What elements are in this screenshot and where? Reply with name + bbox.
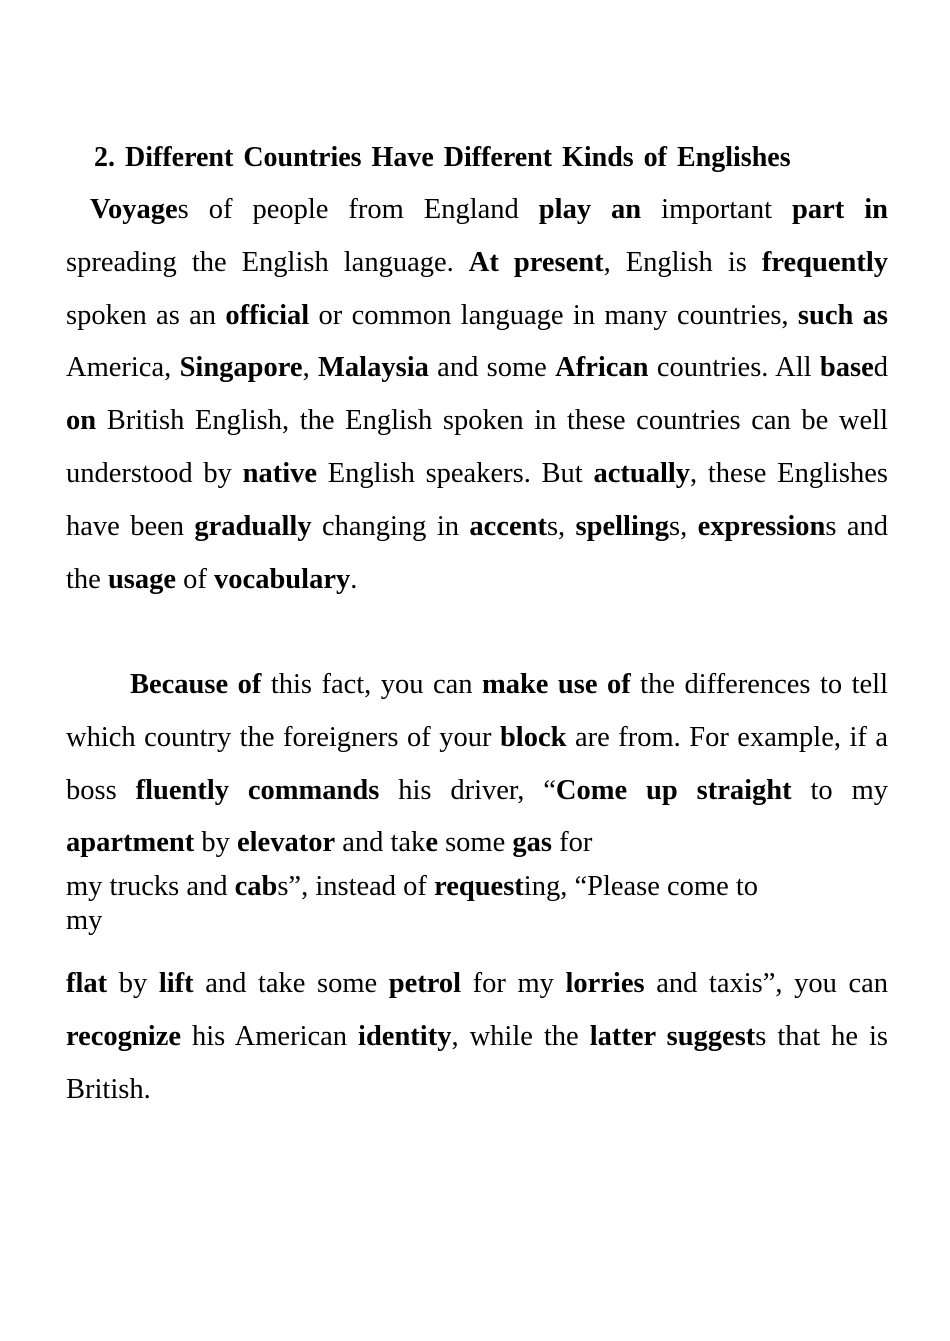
bold-term: apartment [66, 827, 195, 859]
bold-term: accent [469, 510, 547, 542]
text-run: of [176, 563, 215, 595]
bold-term: on [66, 405, 97, 437]
bold-term: Come up straight [555, 774, 792, 806]
text-run: important [641, 194, 792, 225]
text-run: . [350, 563, 358, 595]
paragraph-3 [66, 958, 888, 1116]
text-run: his American [181, 1020, 359, 1052]
bold-term: request [434, 871, 524, 902]
text-run: English speakers. But [317, 457, 594, 489]
bold-term: Singapore [179, 352, 303, 384]
bold-term: Malaysia [318, 352, 429, 384]
bold-term: such as [797, 299, 888, 331]
bold-term: e [425, 827, 438, 859]
bold-term: cab [234, 871, 278, 902]
text-run: , these Englishes have been [66, 457, 888, 542]
bold-term: elevator [236, 827, 336, 859]
text-run: and take some [193, 968, 389, 999]
text-run: some [437, 827, 513, 859]
bold-term: native [242, 457, 318, 489]
bold-term: official [225, 299, 310, 331]
bold-term: play an [538, 194, 642, 225]
text-run: my trucks and [66, 871, 235, 902]
bold-term: actually [593, 457, 691, 489]
text-run: and taxis”, you can [644, 968, 888, 999]
bold-term: At present [468, 246, 604, 278]
text-run: to my [791, 774, 888, 806]
text-run: spreading the English language. [66, 246, 469, 278]
text-run: by [194, 827, 237, 859]
text-run: by [107, 968, 159, 999]
text-run: and tak [335, 827, 426, 859]
bold-term: gas [512, 827, 552, 859]
bold-term: recognize [66, 1020, 182, 1052]
text-run: for my [461, 968, 566, 999]
bold-term: block [499, 721, 567, 753]
bold-term: expression [697, 510, 826, 542]
bold-term: lift [158, 968, 194, 999]
bold-term: flat [66, 968, 108, 999]
text-run: for [551, 827, 593, 859]
paragraph-1 [66, 184, 888, 606]
text-run: s of people from England [177, 194, 539, 225]
bold-term: spelling [575, 510, 669, 542]
bold-term: usage [107, 563, 177, 595]
text-run: s and the [66, 510, 888, 595]
bold-term: make use of [481, 669, 631, 700]
bold-term: petrol [388, 968, 462, 999]
text-run: his driver, “ [379, 774, 556, 806]
text-run: countries. All [648, 352, 820, 384]
text-run: s that he is British. [66, 1020, 889, 1105]
text-run: are from. For example, if a boss [66, 721, 888, 806]
bold-term: gradually [194, 510, 312, 542]
text-run: the differences to tell which country the foreigners of your [66, 669, 889, 753]
bold-term: part in [791, 194, 888, 225]
bold-term: identity [358, 1020, 452, 1052]
bold-term: Because of [130, 669, 262, 700]
text-run: ing, “Please come to [523, 871, 759, 902]
text-run: my [66, 905, 103, 936]
section-title: 2. Different Countries Have Different Kinds of Englishes [94, 142, 791, 173]
bold-term: latter suggest [589, 1020, 756, 1052]
text-run: and some [428, 352, 556, 384]
text-run: s, [669, 510, 698, 542]
paragraph-2-broken-line [66, 870, 888, 938]
text-run: , while the [451, 1020, 590, 1052]
text-run: British English, the English spoken in these countries can be well understood by [66, 405, 888, 489]
text-run: or common language in many countries, [309, 299, 798, 331]
text-run: , English is [603, 246, 762, 278]
text-run: America, [66, 352, 180, 384]
bold-term: fluently commands [135, 774, 380, 806]
bold-term: base [819, 352, 874, 384]
text-run: changing in [311, 510, 470, 542]
bold-term: African [555, 352, 649, 384]
bold-term: Voyage [90, 194, 178, 225]
text-run: s, [546, 510, 576, 542]
bold-term: lorries [565, 968, 645, 999]
bold-term: vocabulary [214, 563, 351, 595]
text-run: d [873, 352, 889, 384]
text-run: spoken as an [66, 299, 226, 331]
text-run: , [302, 352, 319, 384]
text-run: s”, instead of [277, 871, 435, 902]
text-run: this fact, you can [261, 669, 482, 700]
paragraph-2 [66, 659, 888, 870]
bold-term: frequently [761, 246, 888, 278]
